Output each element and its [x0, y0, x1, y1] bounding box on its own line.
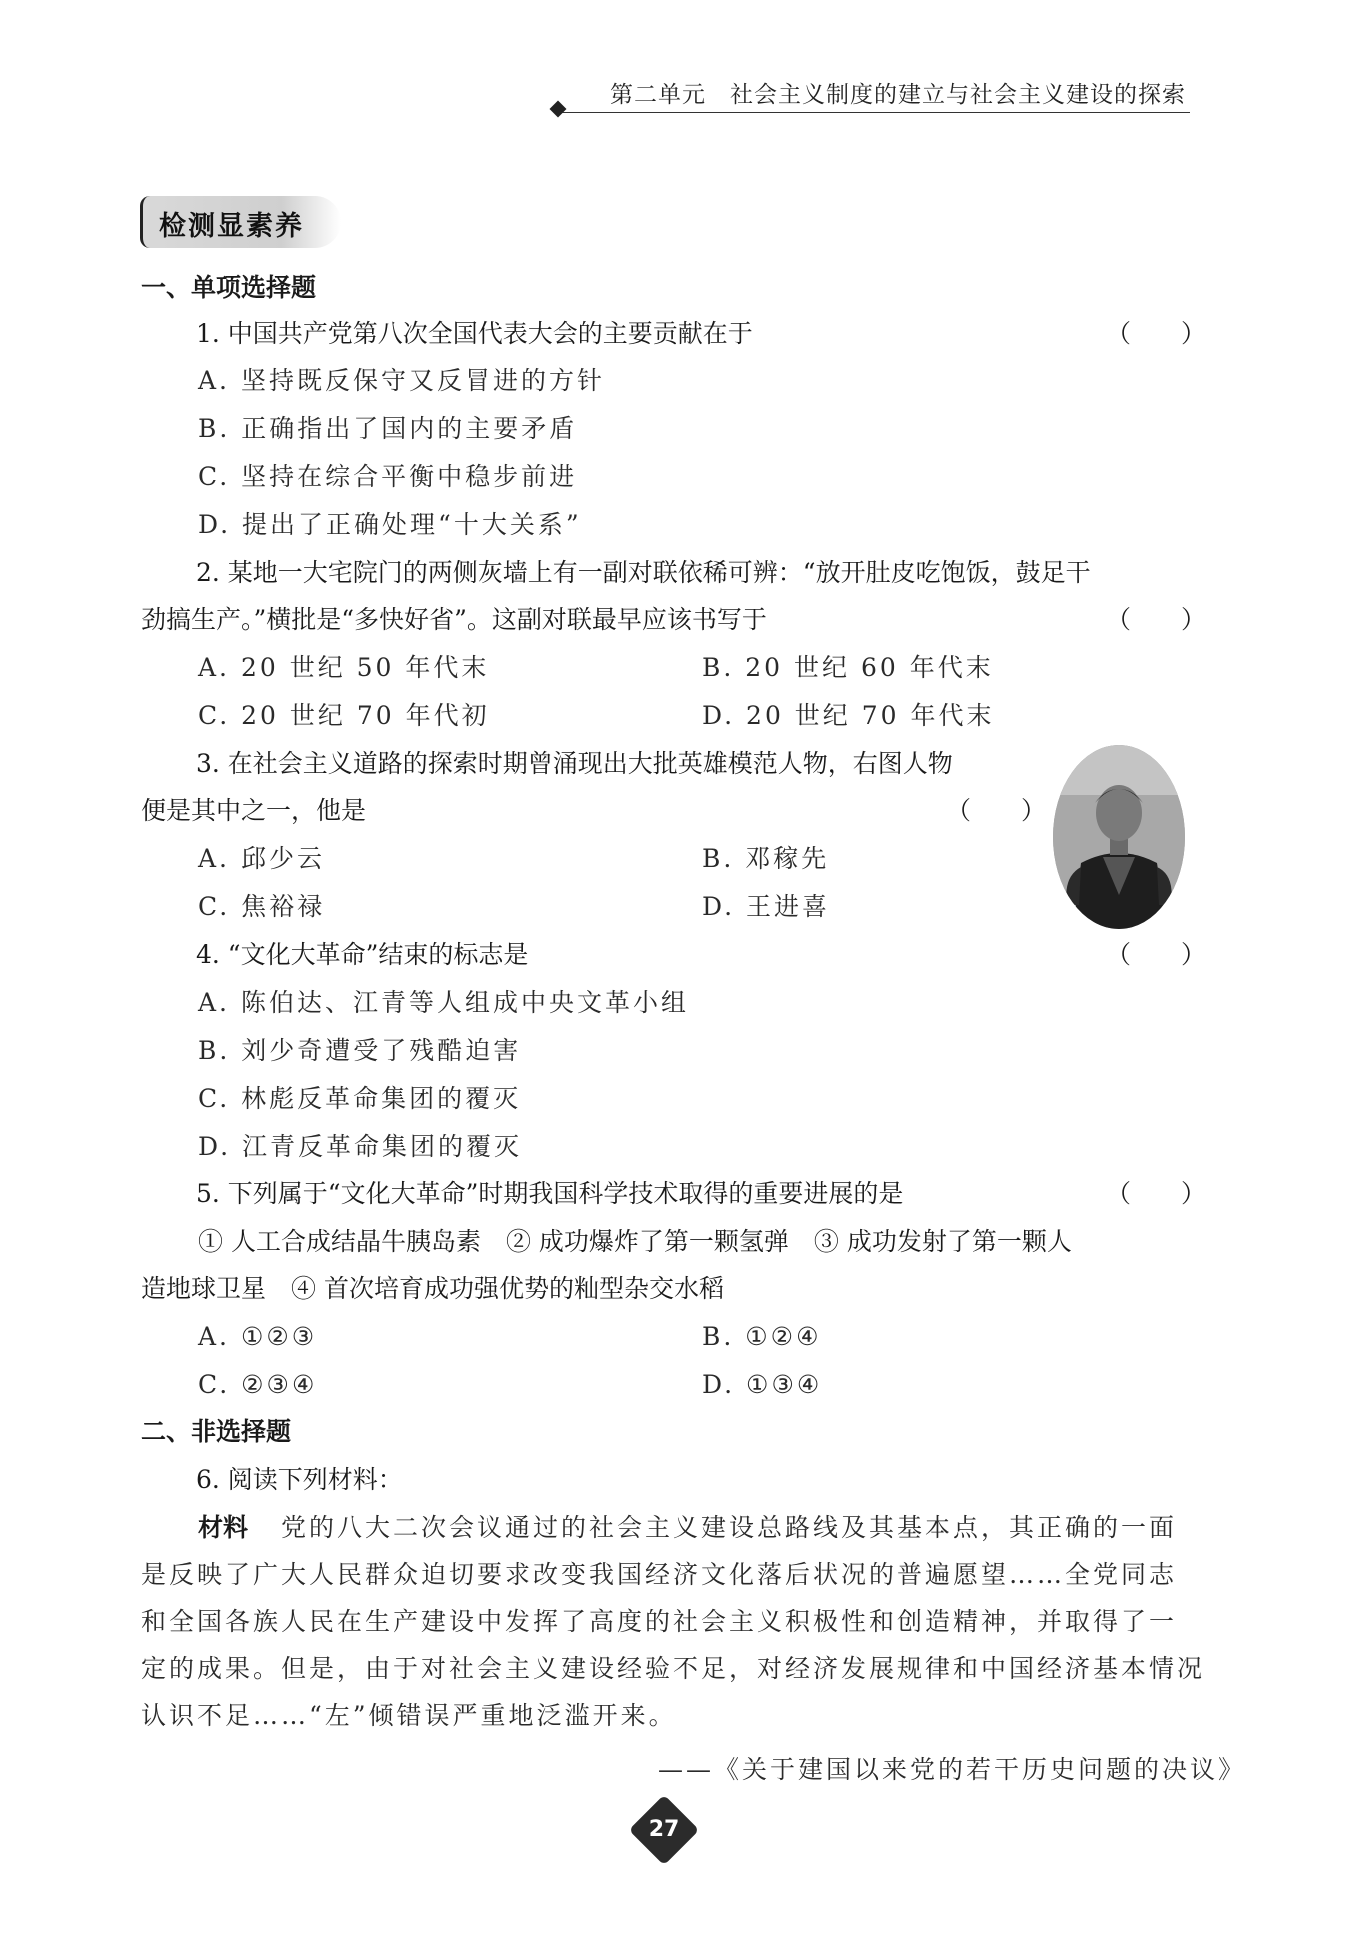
q2-option-b[interactable]: B. 20 世纪 60 年代末: [702, 653, 994, 682]
q1-option-b[interactable]: B. 正确指出了国内的主要矛盾: [198, 414, 578, 443]
section-title-non-choice: 二、非选择题: [141, 1417, 292, 1446]
q1-answer-blank[interactable]: （ ）: [1106, 319, 1207, 348]
page-number: 27: [648, 1817, 680, 1842]
q5-option-d[interactable]: D. ①③④: [702, 1370, 823, 1399]
q2-option-c[interactable]: C. 20 世纪 70 年代初: [198, 701, 490, 730]
badge-label: 检测显素养: [159, 211, 304, 242]
q2-option-d[interactable]: D. 20 世纪 70 年代末: [702, 701, 995, 730]
q6-material-label: 材料: [198, 1513, 249, 1542]
q6-stem: 6. 阅读下列材料：: [196, 1465, 403, 1494]
diamond-icon: [550, 101, 567, 118]
running-header: [560, 72, 1190, 113]
q6-source-citation: ——《关于建国以来党的若干历史问题的决议》: [658, 1755, 1247, 1784]
q5-stem: 5. 下列属于“文化大革命”时期我国科学技术取得的重要进展的是: [196, 1179, 904, 1208]
q5-option-a[interactable]: A. ①②③: [198, 1322, 318, 1351]
q1-stem: 1. 中国共产党第八次全国代表大会的主要贡献在于: [196, 319, 753, 348]
q3-answer-blank[interactable]: （ ）: [946, 796, 1047, 825]
q3-option-c[interactable]: C. 焦裕禄: [198, 892, 326, 921]
hero-portrait-photo: [1053, 745, 1185, 929]
q4-option-b[interactable]: B. 刘少奇遭受了残酷迫害: [198, 1036, 522, 1065]
q6-material-line2: 是反映了广大人民群众迫切要求改变我国经济文化落后状况的普遍愿望……全党同志: [141, 1560, 1178, 1589]
q5-answer-blank[interactable]: （ ）: [1106, 1179, 1207, 1208]
section-badge: [140, 196, 341, 248]
q2-stem-line1: 2. 某地一大宅院门的两侧灰墙上有一副对联依稀可辨：“放开肚皮吃饱饭，鼓足干: [196, 558, 1091, 587]
q2-option-a[interactable]: A. 20 世纪 50 年代末: [198, 653, 490, 682]
q3-stem-line2: 便是其中之一，他是: [141, 796, 367, 825]
q4-option-a[interactable]: A. 陈伯达、江青等人组成中央文革小组: [198, 988, 689, 1017]
q6-material-line1: 党的八大二次会议通过的社会主义建设总路线及其基本点，其正确的一面: [281, 1513, 1178, 1542]
q2-answer-blank[interactable]: （ ）: [1106, 605, 1207, 634]
q1-option-c[interactable]: C. 坚持在综合平衡中稳步前进: [198, 462, 578, 491]
q6-material-line5: 认识不足……“左”倾错误严重地泛滥开来。: [141, 1701, 677, 1730]
q3-stem-line1: 3. 在社会主义道路的探索时期曾涌现出大批英雄模范人物，右图人物: [196, 749, 953, 778]
q1-option-d[interactable]: D. 提出了正确处理“十大关系”: [198, 510, 582, 539]
section-title-choice: 一、单项选择题: [141, 273, 317, 302]
q6-material-line4: 定的成果。但是，由于对社会主义建设经验不足，对经济发展规律和中国经济基本情况: [141, 1654, 1206, 1683]
q4-option-c[interactable]: C. 林彪反革命集团的覆灭: [198, 1084, 522, 1113]
header-title: 第二单元 社会主义制度的建立与社会主义建设的探索: [610, 82, 1186, 108]
q5-items-line2: 造地球卫星 ④ 首次培育成功强优势的籼型杂交水稻: [141, 1274, 724, 1303]
q4-answer-blank[interactable]: （ ）: [1106, 940, 1207, 969]
q2-stem-line2: 劲搞生产。”横批是“多快好省”。这副对联最早应该书写于: [141, 605, 767, 634]
q3-option-b[interactable]: B. 邓稼先: [702, 844, 830, 873]
q5-option-c[interactable]: C. ②③④: [198, 1370, 318, 1399]
q3-option-d[interactable]: D. 王进喜: [702, 892, 831, 921]
q5-option-b[interactable]: B. ①②④: [702, 1322, 822, 1351]
q4-option-d[interactable]: D. 江青反革命集团的覆灭: [198, 1132, 523, 1161]
q6-material-line3: 和全国各族人民在生产建设中发挥了高度的社会主义积极性和创造精神，并取得了一: [141, 1607, 1178, 1636]
q3-option-a[interactable]: A. 邱少云: [198, 844, 325, 873]
q4-stem: 4. “文化大革命”结束的标志是: [196, 940, 529, 969]
q1-option-a[interactable]: A. 坚持既反保守又反冒进的方针: [198, 366, 605, 395]
q5-items-line1: ① 人工合成结晶牛胰岛素 ② 成功爆炸了第一颗氢弹 ③ 成功发射了第一颗人: [198, 1227, 1072, 1256]
